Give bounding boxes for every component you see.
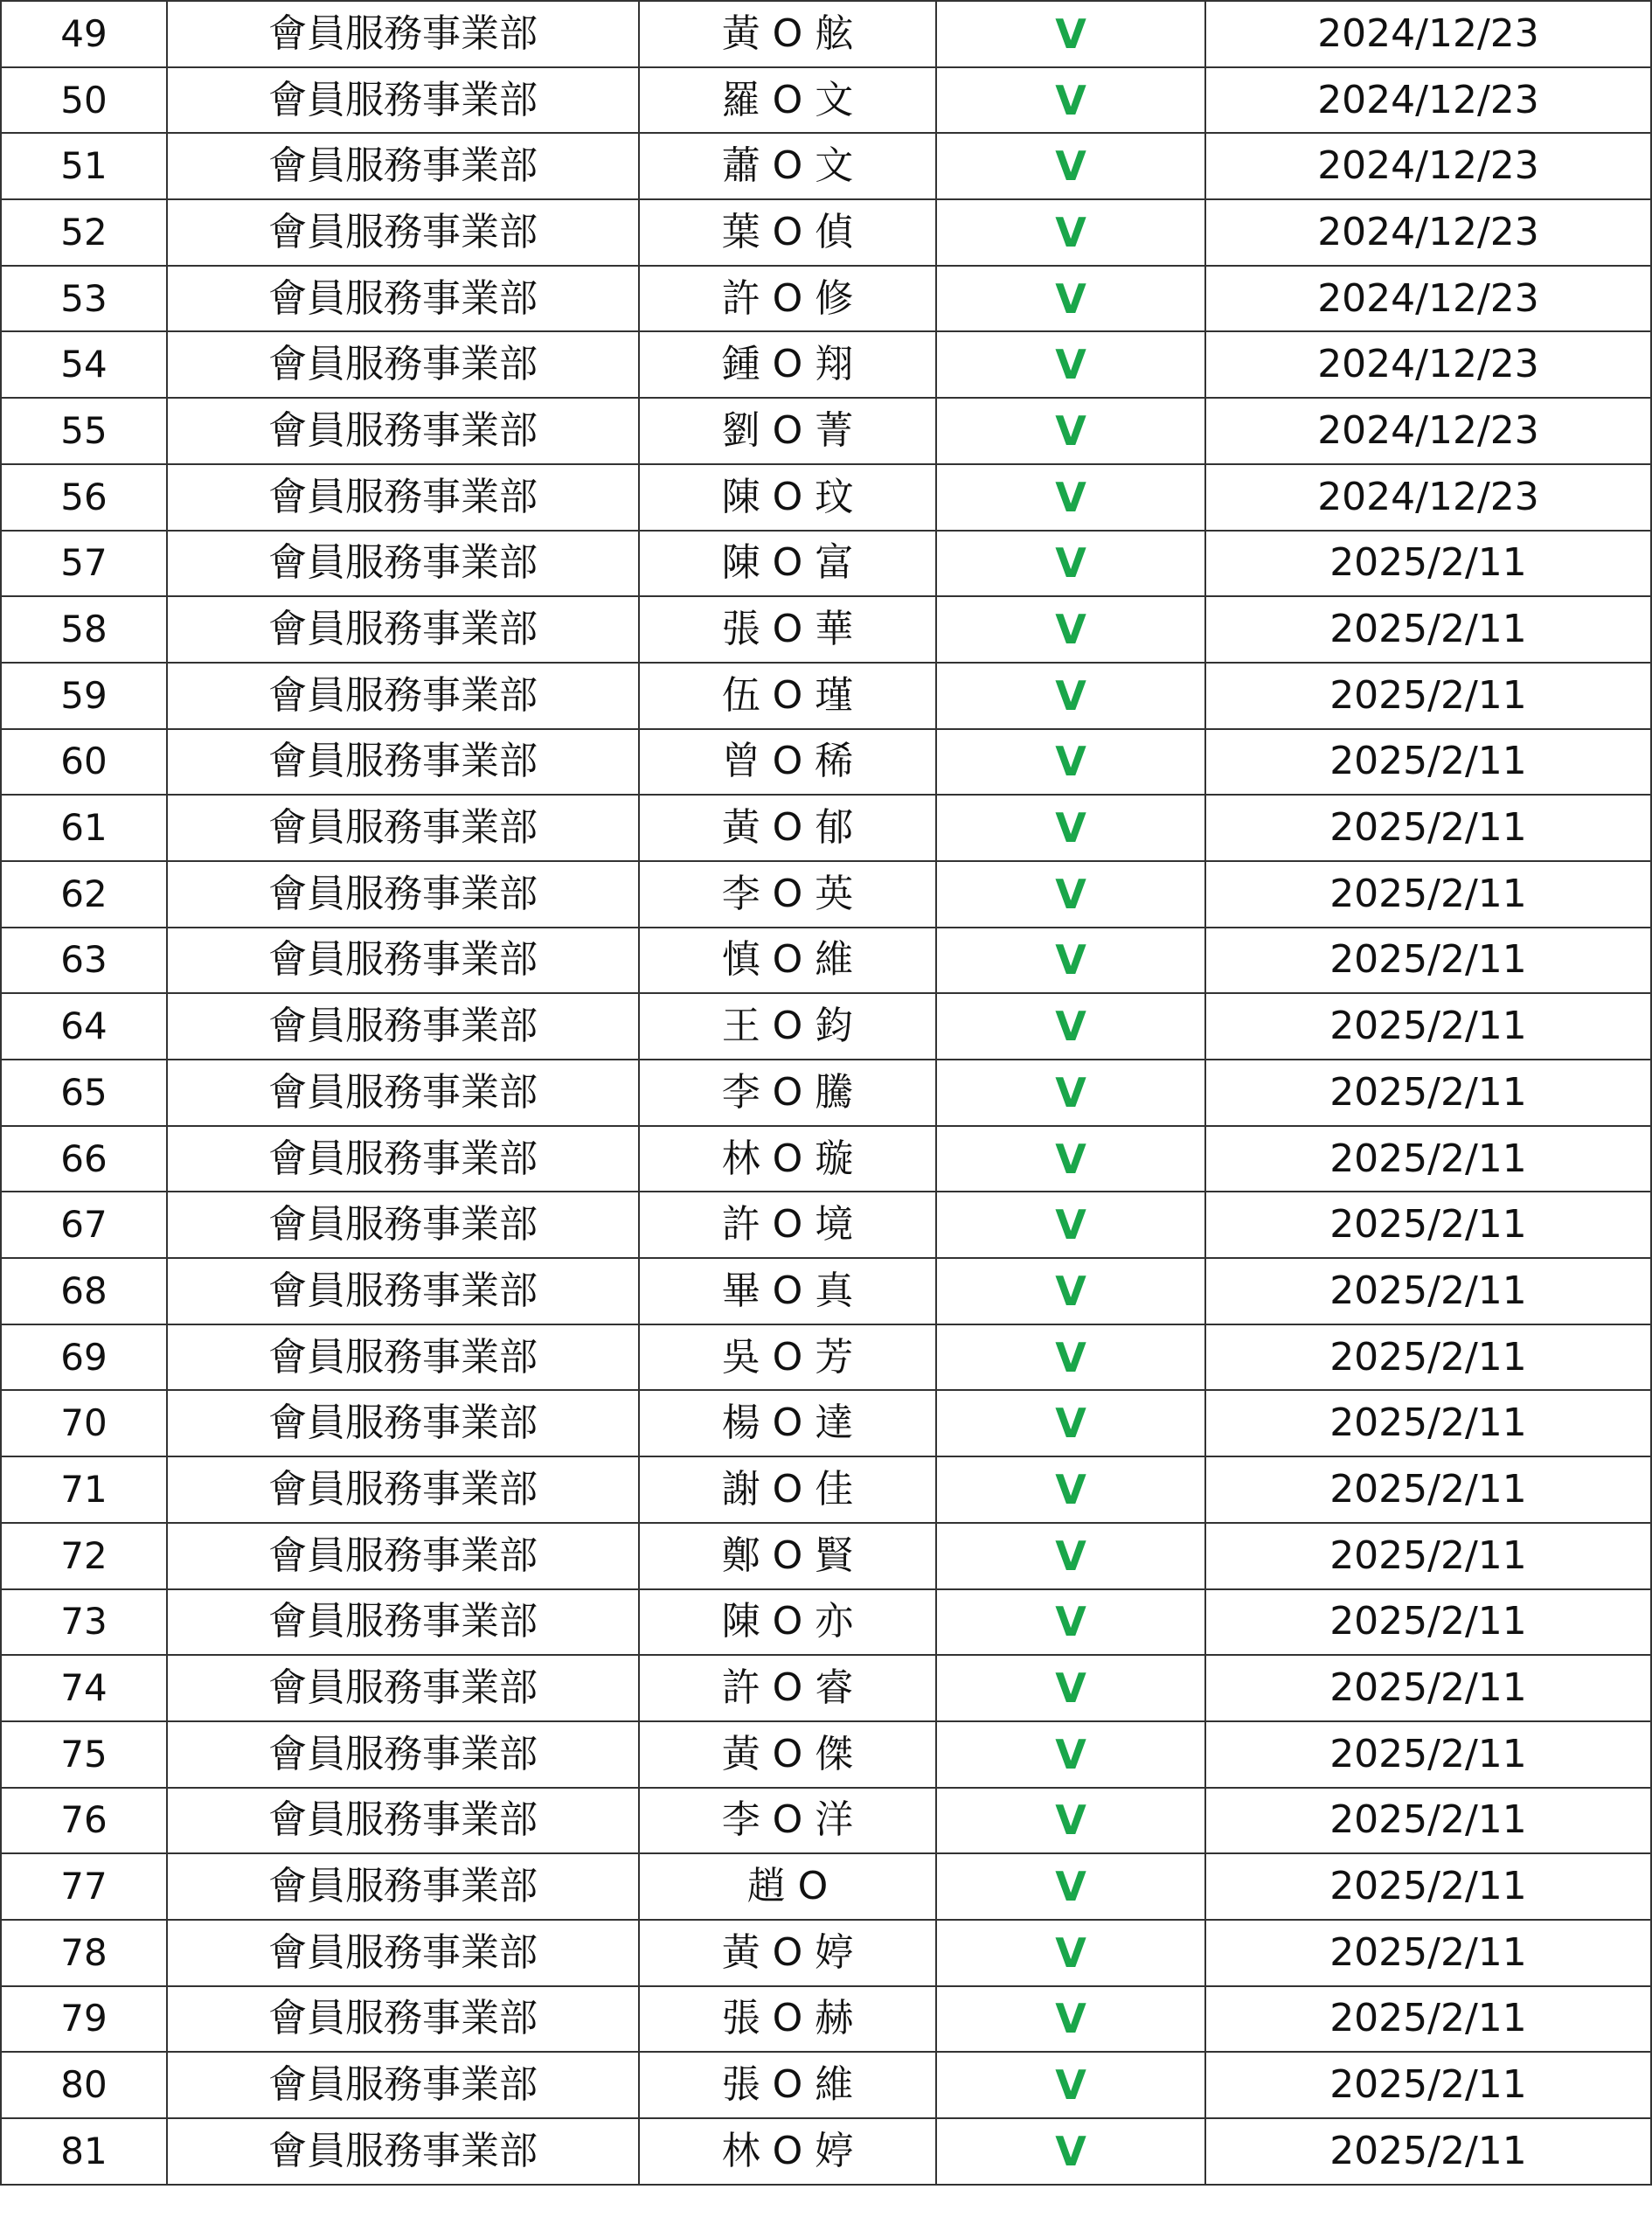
member-name-cell: 黃 O 郁 xyxy=(639,795,936,861)
member-name-cell: 李 O 英 xyxy=(639,861,936,928)
check-mark: V xyxy=(936,1788,1205,1854)
member-name-cell: 黃 O 傑 xyxy=(639,1721,936,1788)
date-cell: 2024/12/23 xyxy=(1205,199,1651,266)
table-row xyxy=(1,928,1651,994)
row-number: 75 xyxy=(1,1721,167,1788)
member-name-cell: 慎 O 維 xyxy=(639,928,936,994)
check-mark: V xyxy=(936,795,1205,861)
date-cell: 2025/2/11 xyxy=(1205,1589,1651,1656)
table-row xyxy=(1,1258,1651,1324)
department-cell: 會員服務事業部 xyxy=(167,795,639,861)
table-row xyxy=(1,464,1651,531)
row-number: 59 xyxy=(1,663,167,729)
member-name-cell: 蕭 O 文 xyxy=(639,133,936,199)
date-cell: 2025/2/11 xyxy=(1205,1258,1651,1324)
row-number: 74 xyxy=(1,1655,167,1721)
check-mark: V xyxy=(936,2118,1205,2185)
row-number: 64 xyxy=(1,993,167,1060)
department-cell: 會員服務事業部 xyxy=(167,928,639,994)
date-cell: 2025/2/11 xyxy=(1205,1060,1651,1126)
check-mark: V xyxy=(936,266,1205,332)
department-cell: 會員服務事業部 xyxy=(167,2052,639,2118)
member-name-cell: 張 O 赫 xyxy=(639,1986,936,2053)
row-number: 77 xyxy=(1,1853,167,1920)
table-row xyxy=(1,1456,1651,1523)
table-row xyxy=(1,1920,1651,1986)
date-cell: 2024/12/23 xyxy=(1205,398,1651,464)
department-cell: 會員服務事業部 xyxy=(167,398,639,464)
table-row xyxy=(1,861,1651,928)
table-row xyxy=(1,663,1651,729)
member-name-cell: 李 O 騰 xyxy=(639,1060,936,1126)
check-mark: V xyxy=(936,1456,1205,1523)
row-number: 60 xyxy=(1,729,167,796)
check-mark: V xyxy=(936,596,1205,663)
member-name-cell: 鍾 O 翔 xyxy=(639,331,936,398)
check-mark: V xyxy=(936,928,1205,994)
date-cell: 2025/2/11 xyxy=(1205,1788,1651,1854)
department-cell: 會員服務事業部 xyxy=(167,67,639,134)
check-mark: V xyxy=(936,993,1205,1060)
member-name-cell: 王 O 鈞 xyxy=(639,993,936,1060)
check-mark: V xyxy=(936,199,1205,266)
member-name-cell: 林 O 婷 xyxy=(639,2118,936,2185)
department-cell: 會員服務事業部 xyxy=(167,1853,639,1920)
table-row xyxy=(1,331,1651,398)
row-number: 72 xyxy=(1,1523,167,1589)
member-name-cell: 許 O 睿 xyxy=(639,1655,936,1721)
member-name-cell: 張 O 維 xyxy=(639,2052,936,2118)
table-row xyxy=(1,993,1651,1060)
date-cell: 2025/2/11 xyxy=(1205,2052,1651,2118)
date-cell: 2024/12/23 xyxy=(1205,133,1651,199)
department-cell: 會員服務事業部 xyxy=(167,2118,639,2185)
row-number: 61 xyxy=(1,795,167,861)
department-cell: 會員服務事業部 xyxy=(167,596,639,663)
table-row xyxy=(1,1324,1651,1391)
member-name-cell: 黃 O 婷 xyxy=(639,1920,936,1986)
check-mark: V xyxy=(936,663,1205,729)
member-name-cell: 吳 O 芳 xyxy=(639,1324,936,1391)
member-name-cell: 許 O 修 xyxy=(639,266,936,332)
member-name-cell: 張 O 華 xyxy=(639,596,936,663)
check-mark: V xyxy=(936,531,1205,597)
row-number: 58 xyxy=(1,596,167,663)
department-cell: 會員服務事業部 xyxy=(167,1258,639,1324)
table-row xyxy=(1,1986,1651,2053)
row-number: 49 xyxy=(1,1,167,67)
member-name-cell: 羅 O 文 xyxy=(639,67,936,134)
date-cell: 2025/2/11 xyxy=(1205,1192,1651,1258)
date-cell: 2025/2/11 xyxy=(1205,1853,1651,1920)
date-cell: 2025/2/11 xyxy=(1205,729,1651,796)
department-cell: 會員服務事業部 xyxy=(167,1721,639,1788)
row-number: 78 xyxy=(1,1920,167,1986)
department-cell: 會員服務事業部 xyxy=(167,1523,639,1589)
table-row xyxy=(1,67,1651,134)
table-row xyxy=(1,398,1651,464)
row-number: 76 xyxy=(1,1788,167,1854)
check-mark: V xyxy=(936,67,1205,134)
table-row xyxy=(1,1523,1651,1589)
date-cell: 2025/2/11 xyxy=(1205,1390,1651,1456)
member-name-cell: 伍 O 瑾 xyxy=(639,663,936,729)
department-cell: 會員服務事業部 xyxy=(167,266,639,332)
row-number: 62 xyxy=(1,861,167,928)
check-mark: V xyxy=(936,1060,1205,1126)
table-row xyxy=(1,1589,1651,1656)
check-mark: V xyxy=(936,1986,1205,2053)
date-cell: 2025/2/11 xyxy=(1205,1456,1651,1523)
table-row xyxy=(1,1655,1651,1721)
member-name-cell: 陳 O 亦 xyxy=(639,1589,936,1656)
check-mark: V xyxy=(936,1,1205,67)
row-number: 66 xyxy=(1,1126,167,1192)
row-number: 70 xyxy=(1,1390,167,1456)
date-cell: 2024/12/23 xyxy=(1205,67,1651,134)
date-cell: 2025/2/11 xyxy=(1205,861,1651,928)
department-cell: 會員服務事業部 xyxy=(167,133,639,199)
department-cell: 會員服務事業部 xyxy=(167,993,639,1060)
date-cell: 2025/2/11 xyxy=(1205,1324,1651,1391)
check-mark: V xyxy=(936,1920,1205,1986)
table-row xyxy=(1,2118,1651,2185)
check-mark: V xyxy=(936,1126,1205,1192)
department-cell: 會員服務事業部 xyxy=(167,1390,639,1456)
check-mark: V xyxy=(936,1324,1205,1391)
check-mark: V xyxy=(936,861,1205,928)
member-name-cell: 陳 O 富 xyxy=(639,531,936,597)
check-mark: V xyxy=(936,331,1205,398)
check-mark: V xyxy=(936,133,1205,199)
table-row xyxy=(1,199,1651,266)
check-mark: V xyxy=(936,1523,1205,1589)
check-mark: V xyxy=(936,1853,1205,1920)
department-cell: 會員服務事業部 xyxy=(167,331,639,398)
date-cell: 2025/2/11 xyxy=(1205,531,1651,597)
department-cell: 會員服務事業部 xyxy=(167,1324,639,1391)
check-mark: V xyxy=(936,1390,1205,1456)
member-name-cell: 鄭 O 賢 xyxy=(639,1523,936,1589)
department-cell: 會員服務事業部 xyxy=(167,531,639,597)
date-cell: 2025/2/11 xyxy=(1205,596,1651,663)
row-number: 65 xyxy=(1,1060,167,1126)
date-cell: 2025/2/11 xyxy=(1205,1721,1651,1788)
member-name-cell: 陳 O 玟 xyxy=(639,464,936,531)
check-mark: V xyxy=(936,2052,1205,2118)
row-number: 80 xyxy=(1,2052,167,2118)
date-cell: 2024/12/23 xyxy=(1205,464,1651,531)
row-number: 50 xyxy=(1,67,167,134)
row-number: 81 xyxy=(1,2118,167,2185)
member-name-cell: 黃 O 舷 xyxy=(639,1,936,67)
member-name-cell: 謝 O 佳 xyxy=(639,1456,936,1523)
row-number: 79 xyxy=(1,1986,167,2053)
table-row xyxy=(1,133,1651,199)
department-cell: 會員服務事業部 xyxy=(167,1920,639,1986)
check-mark: V xyxy=(936,1721,1205,1788)
date-cell: 2025/2/11 xyxy=(1205,795,1651,861)
row-number: 56 xyxy=(1,464,167,531)
department-cell: 會員服務事業部 xyxy=(167,1,639,67)
department-cell: 會員服務事業部 xyxy=(167,1655,639,1721)
check-mark: V xyxy=(936,1589,1205,1656)
row-number: 57 xyxy=(1,531,167,597)
department-cell: 會員服務事業部 xyxy=(167,1192,639,1258)
table-row xyxy=(1,596,1651,663)
department-cell: 會員服務事業部 xyxy=(167,1456,639,1523)
table-row xyxy=(1,1853,1651,1920)
date-cell: 2025/2/11 xyxy=(1205,993,1651,1060)
department-cell: 會員服務事業部 xyxy=(167,729,639,796)
table-row xyxy=(1,2052,1651,2118)
row-number: 54 xyxy=(1,331,167,398)
roster-table-body xyxy=(1,1,1651,2185)
member-name-cell: 李 O 洋 xyxy=(639,1788,936,1854)
table-row xyxy=(1,266,1651,332)
date-cell: 2025/2/11 xyxy=(1205,1920,1651,1986)
table-row xyxy=(1,1390,1651,1456)
member-name-cell: 葉 O 偵 xyxy=(639,199,936,266)
date-cell: 2025/2/11 xyxy=(1205,663,1651,729)
row-number: 55 xyxy=(1,398,167,464)
row-number: 63 xyxy=(1,928,167,994)
member-name-cell: 楊 O 達 xyxy=(639,1390,936,1456)
table-row xyxy=(1,1192,1651,1258)
department-cell: 會員服務事業部 xyxy=(167,1589,639,1656)
check-mark: V xyxy=(936,1192,1205,1258)
table-row xyxy=(1,1721,1651,1788)
table-row xyxy=(1,1126,1651,1192)
date-cell: 2025/2/11 xyxy=(1205,928,1651,994)
check-mark: V xyxy=(936,1258,1205,1324)
date-cell: 2024/12/23 xyxy=(1205,266,1651,332)
row-number: 73 xyxy=(1,1589,167,1656)
department-cell: 會員服務事業部 xyxy=(167,1788,639,1854)
member-name-cell: 劉 O 菁 xyxy=(639,398,936,464)
department-cell: 會員服務事業部 xyxy=(167,1986,639,2053)
row-number: 71 xyxy=(1,1456,167,1523)
date-cell: 2025/2/11 xyxy=(1205,1986,1651,2053)
row-number: 52 xyxy=(1,199,167,266)
department-cell: 會員服務事業部 xyxy=(167,663,639,729)
row-number: 53 xyxy=(1,266,167,332)
member-name-cell: 曾 O 稀 xyxy=(639,729,936,796)
date-cell: 2024/12/23 xyxy=(1205,1,1651,67)
check-mark: V xyxy=(936,464,1205,531)
date-cell: 2025/2/11 xyxy=(1205,1126,1651,1192)
department-cell: 會員服務事業部 xyxy=(167,1126,639,1192)
table-row xyxy=(1,729,1651,796)
table-row xyxy=(1,795,1651,861)
department-cell: 會員服務事業部 xyxy=(167,1060,639,1126)
department-cell: 會員服務事業部 xyxy=(167,464,639,531)
check-mark: V xyxy=(936,398,1205,464)
table-row xyxy=(1,1788,1651,1854)
member-name-cell: 趙 O xyxy=(639,1853,936,1920)
row-number: 68 xyxy=(1,1258,167,1324)
date-cell: 2025/2/11 xyxy=(1205,1655,1651,1721)
department-cell: 會員服務事業部 xyxy=(167,861,639,928)
check-mark: V xyxy=(936,1655,1205,1721)
date-cell: 2024/12/23 xyxy=(1205,331,1651,398)
table-row xyxy=(1,1060,1651,1126)
department-cell: 會員服務事業部 xyxy=(167,199,639,266)
row-number: 67 xyxy=(1,1192,167,1258)
date-cell: 2025/2/11 xyxy=(1205,1523,1651,1589)
check-mark: V xyxy=(936,729,1205,796)
date-cell: 2025/2/11 xyxy=(1205,2118,1651,2185)
row-number: 69 xyxy=(1,1324,167,1391)
row-number: 51 xyxy=(1,133,167,199)
table-row xyxy=(1,531,1651,597)
member-name-cell: 畢 O 真 xyxy=(639,1258,936,1324)
table-row xyxy=(1,1,1651,67)
member-name-cell: 林 O 璇 xyxy=(639,1126,936,1192)
member-name-cell: 許 O 境 xyxy=(639,1192,936,1258)
